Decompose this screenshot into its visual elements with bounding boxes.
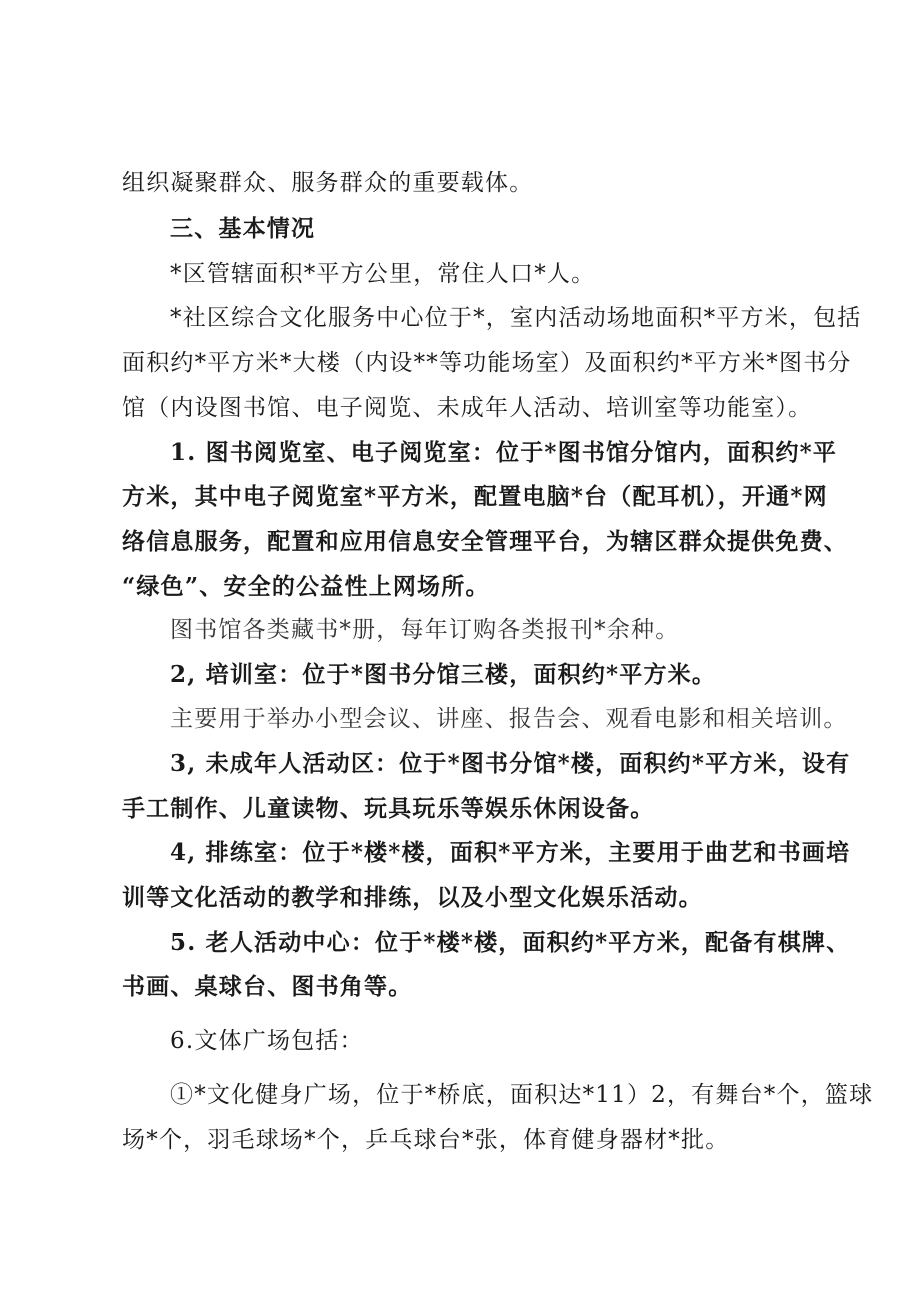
paragraph-line: 络信息服务，配置和应用信息安全管理平台，为辖区群众提供免费、 xyxy=(122,528,848,555)
paragraph-line: ①*文化健身广场，位于*桥底，面积达*11）2，有舞台*个，篮球 xyxy=(170,1082,874,1108)
paragraph-line: *社区综合文化服务中心位于*，室内活动场地面积*平方米，包括 xyxy=(170,305,862,331)
paragraph-line: “绿色”、安全的公益性上网场所。 xyxy=(122,573,490,600)
item-heading-line: 4, 排练室：位于*楼*楼，面积*平方米，主要用于曲艺和书画培 xyxy=(170,839,851,866)
section-heading: 三、基本情况 xyxy=(170,215,316,242)
item-heading-line: 2, 培训室：位于*图书分馆三楼，面积约*平方米。 xyxy=(170,661,717,688)
paragraph-line: 场*个，羽毛球场*个，乒乓球台*张，体育健身器材*批。 xyxy=(122,1127,730,1153)
paragraph-line: 馆（内设图书馆、电子阅览、未成年人活动、培训室等功能室）。 xyxy=(122,395,813,421)
paragraph-line: 图书馆各类藏书*册，每年订购各类报刊*余种。 xyxy=(170,617,680,643)
paragraph-line: 方米，其中电子阅览室*平方米，配置电脑*台（配耳机），开通*网 xyxy=(122,483,828,510)
paragraph-line: 面积约*平方米*大楼（内设**等功能场室）及面积约*平方米*图书分 xyxy=(122,350,852,376)
paragraph-line: 组织凝聚群众、服务群众的重要载体。 xyxy=(122,170,534,196)
paragraph-line: *区管辖面积*平方公里，常住人口*人。 xyxy=(170,261,596,287)
item-heading-line: 6.文体广场包括： xyxy=(170,1028,364,1054)
paragraph-line: 训等文化活动的教学和排练，以及小型文化娱乐活动。 xyxy=(122,884,703,911)
item-heading-line: 1. 图书阅览室、电子阅览室：位于*图书馆分馆内，面积约*平 xyxy=(170,439,838,466)
paragraph-line: 书画、桌球台、图书角等。 xyxy=(122,973,413,1000)
paragraph-line: 主要用于举办小型会议、讲座、报告会、观看电影和相关培训。 xyxy=(170,706,848,732)
paragraph-line: 手工制作、儿童读物、玩具玩乐等娱乐休闲设备。 xyxy=(122,795,655,822)
item-heading-line: 5. 老人活动中心：位于*楼*楼，面积约*平方米，配备有棋牌、 xyxy=(170,929,851,956)
item-heading-line: 3, 未成年人活动区：位于*图书分馆*楼，面积约*平方米，设有 xyxy=(170,750,851,777)
